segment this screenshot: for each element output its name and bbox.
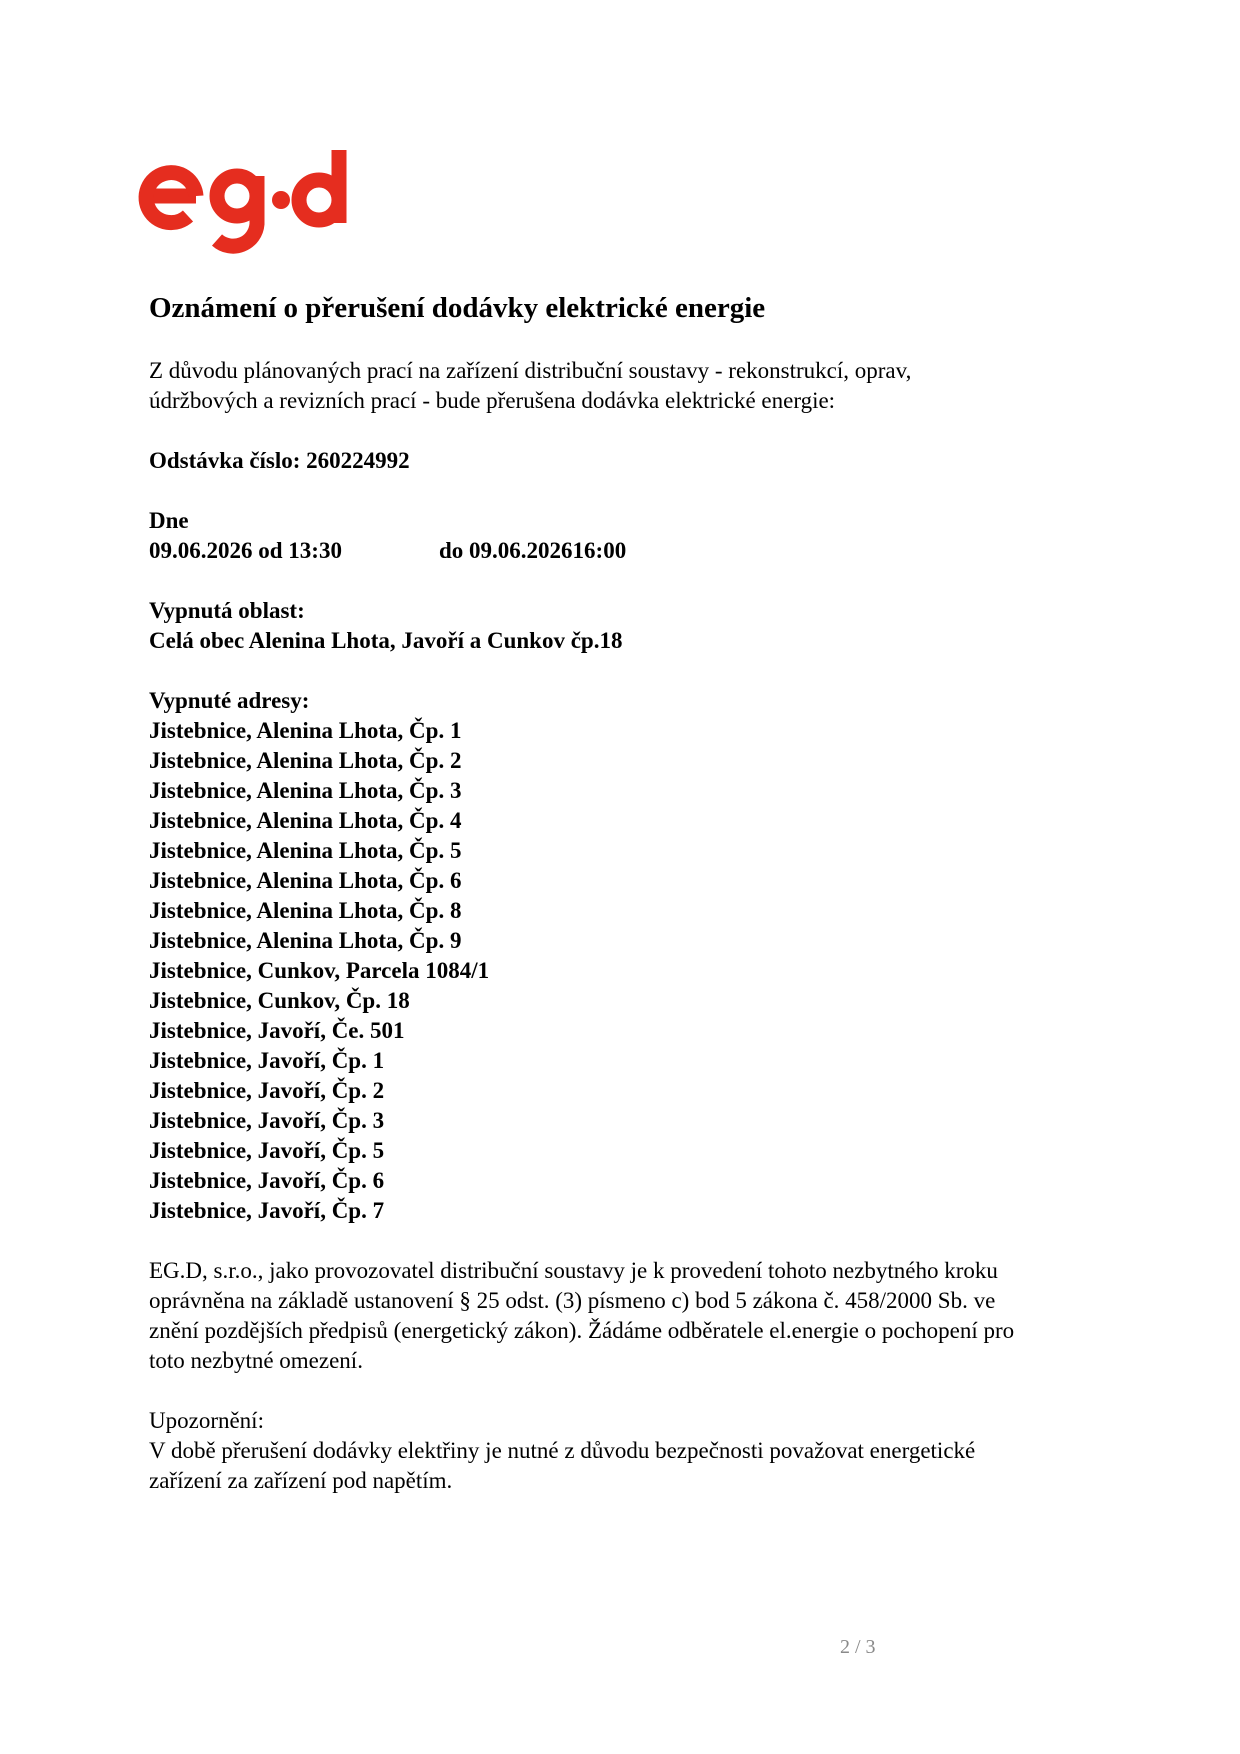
- notice-content: [149, 290, 1109, 1496]
- legal-line: toto nezbytné omezení.: [149, 1348, 363, 1373]
- address-item: Jistebnice, Javoří, Če. 501: [149, 1018, 405, 1043]
- egd-logo: [134, 148, 364, 258]
- intro-line: Z důvodu plánovaných prací na zařízení distribuční soustavy - rekonstrukcí, oprav,: [149, 358, 912, 383]
- address-item: Jistebnice, Javoří, Čp. 7: [149, 1198, 385, 1223]
- legal-paragraph: [149, 1256, 1109, 1376]
- addresses-label: Vypnuté adresy:: [149, 688, 310, 713]
- date-to: do 09.06.202616:00: [439, 538, 627, 563]
- address-item: Jistebnice, Alenina Lhota, Čp. 3: [149, 778, 462, 803]
- legal-line: znění pozdějších předpisů (energetický zákon). Žádáme odběratele el.energie o pochopení pro: [149, 1318, 1015, 1343]
- address-item: Jistebnice, Javoří, Čp. 1: [149, 1048, 385, 1073]
- date-range: [149, 536, 1109, 566]
- address-item: Jistebnice, Javoří, Čp. 5: [149, 1138, 385, 1163]
- address-item: Jistebnice, Cunkov, Čp. 18: [149, 988, 410, 1013]
- address-item: Jistebnice, Javoří, Čp. 2: [149, 1078, 385, 1103]
- address-item: Jistebnice, Alenina Lhota, Čp. 2: [149, 748, 462, 773]
- page-number: 2 / 3: [840, 1636, 876, 1658]
- area-value: Celá obec Alenina Lhota, Javoří a Cunkov čp.18: [149, 628, 623, 653]
- notice-title: Oznámení o přerušení dodávky elektrické energie: [149, 292, 766, 324]
- address-item: Jistebnice, Cunkov, Parcela 1084/1: [149, 958, 490, 983]
- warning-line: V době přerušení dodávky elektřiny je nutné z důvodu bezpečnosti považovat energetické: [149, 1438, 976, 1463]
- warning-line: zařízení za zařízení pod napětím.: [149, 1468, 453, 1493]
- intro-line: údržbových a revizních prací - bude přerušena dodávka elektrické energie:: [149, 388, 836, 413]
- date-from: 09.06.2026 od 13:30: [149, 538, 342, 563]
- legal-line: oprávněna na základě ustanovení § 25 odst. (3) písmeno c) bod 5 zákona č. 458/2000 Sb. ve: [149, 1288, 996, 1313]
- address-item: Jistebnice, Alenina Lhota, Čp. 8: [149, 898, 462, 923]
- address-list: [149, 716, 1109, 1226]
- address-item: Jistebnice, Alenina Lhota, Čp. 9: [149, 928, 462, 953]
- address-item: Jistebnice, Javoří, Čp. 6: [149, 1168, 385, 1193]
- address-item: Jistebnice, Alenina Lhota, Čp. 1: [149, 718, 462, 743]
- address-item: Jistebnice, Alenina Lhota, Čp. 4: [149, 808, 462, 833]
- address-item: Jistebnice, Alenina Lhota, Čp. 5: [149, 838, 462, 863]
- warning-section: [149, 1406, 1109, 1496]
- warning-label: Upozornění:: [149, 1408, 264, 1433]
- date-label: Dne: [149, 508, 189, 533]
- intro-paragraph: [149, 356, 1109, 416]
- address-item: Jistebnice, Alenina Lhota, Čp. 6: [149, 868, 462, 893]
- area-label: Vypnutá oblast:: [149, 598, 305, 623]
- legal-line: EG.D, s.r.o., jako provozovatel distribuční soustavy je k provedení tohoto nezbytného kroku: [149, 1258, 998, 1283]
- outage-number: Odstávka číslo: 260224992: [149, 448, 410, 473]
- egd-logo-graphic: [134, 148, 364, 258]
- address-item: Jistebnice, Javoří, Čp. 3: [149, 1108, 385, 1133]
